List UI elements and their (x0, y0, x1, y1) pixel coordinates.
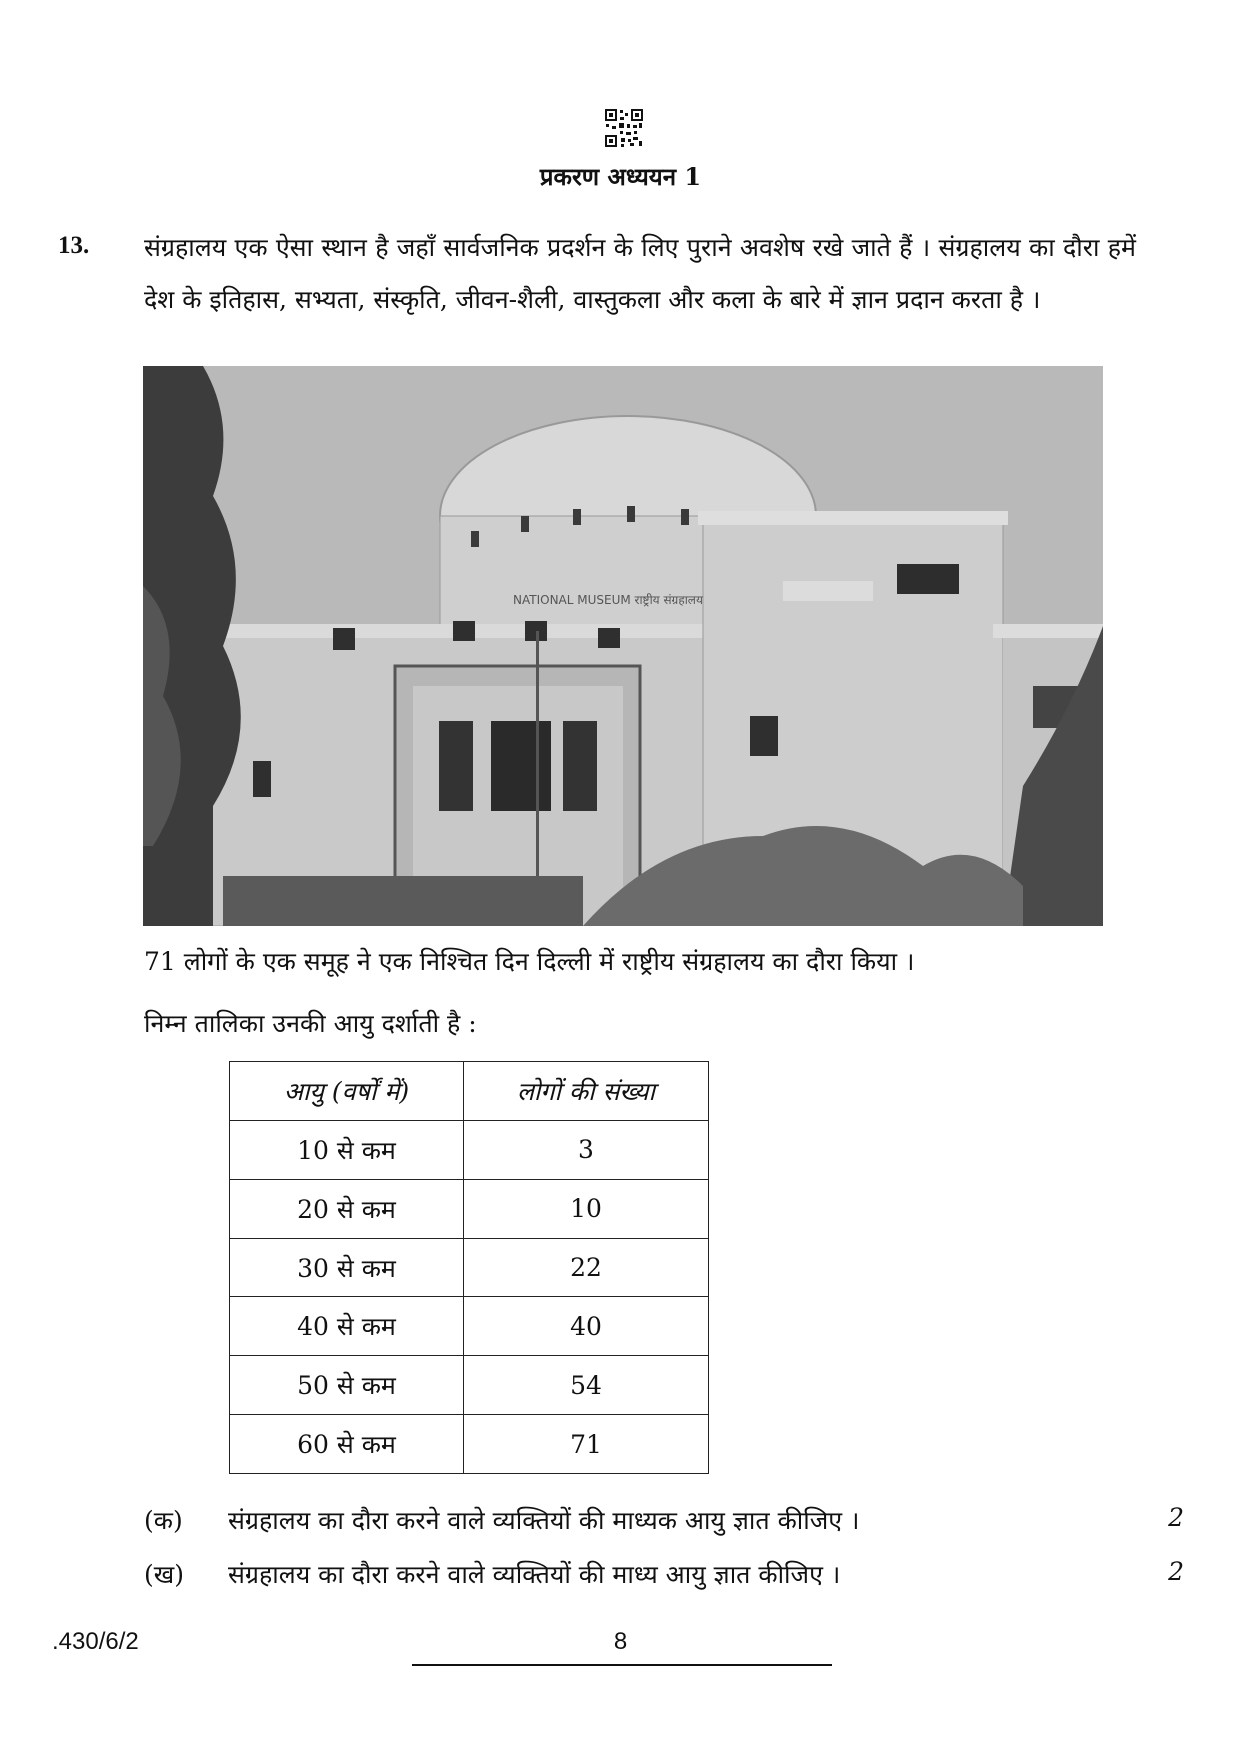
museum-photo (143, 366, 1103, 926)
museum-sign: NATIONAL MUSEUM राष्ट्रीय संग्रहालय (513, 593, 703, 607)
marks-value: 2 (1168, 1503, 1184, 1532)
age-distribution-table (229, 1061, 709, 1474)
section-heading: प्रकरण अध्ययन 1 (539, 162, 702, 191)
question-number: 13. (58, 232, 90, 259)
count-cell: 22 (464, 1238, 709, 1297)
paper-code: .430/6/2 (52, 1628, 139, 1655)
count-cell: 3 (464, 1121, 709, 1180)
subquestion-b (144, 1557, 1184, 1593)
subquestion-text: संग्रहालय का दौरा करने वाले व्यक्तियों की माध्य आयु ज्ञात कीजिए । (228, 1560, 841, 1589)
table-header-row (230, 1062, 709, 1121)
table-row (230, 1238, 709, 1297)
qr-code (604, 108, 644, 148)
age-cell: 40 से कम (230, 1297, 464, 1356)
page-number: 8 (613, 1628, 628, 1655)
subquestion-a (144, 1503, 1184, 1539)
count-cell: 40 (464, 1297, 709, 1356)
table-row (230, 1356, 709, 1415)
age-cell: 60 से कम (230, 1415, 464, 1474)
subquestion-text: संग्रहालय का दौरा करने वाले व्यक्तियों की माध्यक आयु ज्ञात कीजिए । (228, 1506, 860, 1535)
age-cell: 20 से कम (230, 1179, 464, 1238)
count-cell: 10 (464, 1179, 709, 1238)
count-cell: 71 (464, 1415, 709, 1474)
age-cell: 30 से कम (230, 1238, 464, 1297)
table-intro-text: निम्न तालिका उनकी आयु दर्शाती है : (144, 1009, 477, 1038)
question-intro: संग्रहालय एक ऐसा स्थान है जहाँ सार्वजनिक प्रदर्शन के लिए पुराने अवशेष रखे जाते हैं । संग्रहालय का दौरा हमें देश के इतिहास, सभ्यता, संस्कृति, जीवन-शैली, वास्तुकला और कला के बारे में ज्ञान प्रदान करता है । (144, 233, 1136, 314)
subquestion-label: (क) (144, 1506, 183, 1535)
marks-value: 2 (1168, 1557, 1184, 1586)
header-count: लोगों की संख्या (464, 1062, 709, 1121)
table-row (230, 1415, 709, 1474)
age-cell: 50 से कम (230, 1356, 464, 1415)
table-row (230, 1121, 709, 1180)
age-cell: 10 से कम (230, 1121, 464, 1180)
table-row (230, 1297, 709, 1356)
header-age: आयु (वर्षों में) (230, 1062, 464, 1121)
subquestion-label: (ख) (144, 1560, 184, 1589)
footer-rule (412, 1664, 832, 1666)
count-cell: 54 (464, 1356, 709, 1415)
group-visit-text: 71 लोगों के एक समूह ने एक निश्चित दिन दिल्ली में राष्ट्रीय संग्रहालय का दौरा किया । (144, 947, 915, 976)
table-row (230, 1179, 709, 1238)
